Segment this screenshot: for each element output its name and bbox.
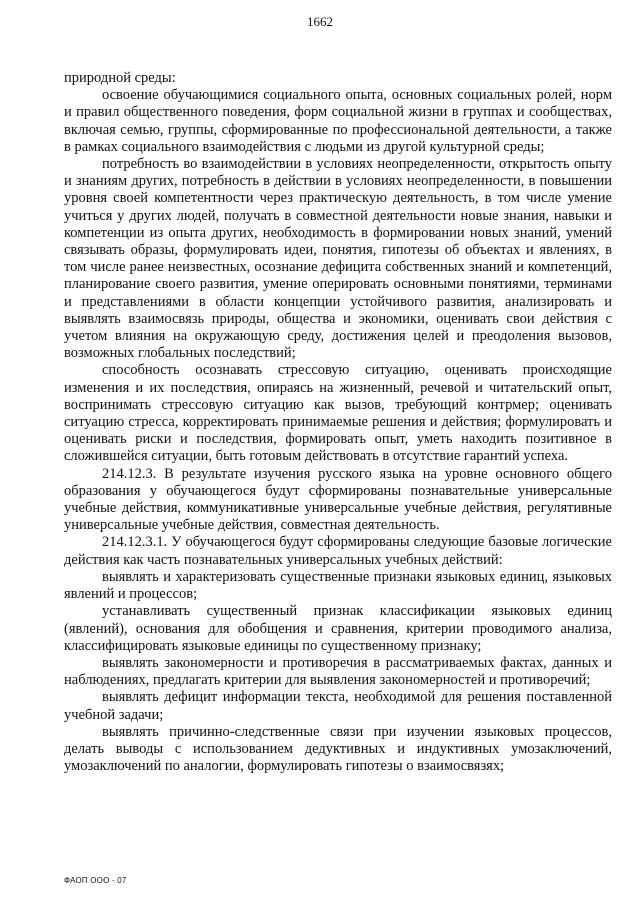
- paragraph: выявлять закономерности и противоречия в рассматриваемых фактах, данных и наблюдениях, предлагать критерии для выявления закономерностей и противоречий;: [64, 654, 612, 689]
- paragraph: выявлять и характеризовать существенные признаки языковых единиц, языковых явлений и процессов;: [64, 568, 612, 603]
- paragraph: выявлять причинно-следственные связи при изучении языковых процессов, делать выводы с использованием дедуктивных и индуктивных умозаключений, умозаключений по аналогии, формулировать гипотезы о взаимосвязях;: [64, 723, 612, 775]
- body-text: [64, 70, 612, 775]
- paragraph: 214.12.3. В результате изучения русского языка на уровне основного общего образования у обучающегося будут сформированы познавательные универсальные учебные действия, коммуникативные универсальные учебные действия, регулятивные универсальные учебные действия, совместная деятельность.: [64, 465, 612, 534]
- paragraph: потребность во взаимодействии в условиях неопределенности, открытость опыту и знаниям других, потребность в действии в условиях неопределенности, в повышении уровня своей компетентности через практическую деятельность, в том числе умение учиться у других людей, получать в совместной деятельности новые знания, навыки и компетенции из опыта других, необходимость в формировании новых знаний, умений связывать образы, формулировать идеи, понятия, гипотезы об объектах и явлениях, в том числе ранее неизвестных, осознание дефицита собственных знаний и компетенций, планирование своего развития, умение оперировать основными понятиями, терминами и представлениями в области концепции устойчивого развития, анализировать и выявлять взаимосвязь природы, общества и экономики, оценивать свои действия с учетом влияния на окружающую среду, достижения целей и преодоления вызовов, возможных глобальных последствий;: [64, 156, 612, 362]
- paragraph: способность осознавать стрессовую ситуацию, оценивать происходящие изменения и их последствия, опираясь на жизненный, речевой и читательский опыт, воспринимать стрессовую ситуацию как вызов, требующий контрмер; оценивать ситуацию стресса, корректировать принимаемые решения и действия; формулировать и оценивать риски и последствия, формировать опыт, уметь находить позитивное в сложившейся ситуации, быть готовым действовать в отсутствие гарантий успеха.: [64, 362, 612, 465]
- paragraph: выявлять дефицит информации текста, необходимой для решения поставленной учебной задачи;: [64, 689, 612, 723]
- page-number: 1662: [307, 14, 333, 29]
- paragraph: 214.12.3.1. У обучающегося будут сформированы следующие базовые логические действия как часть познавательных универсальных учебных действий:: [64, 534, 612, 568]
- document-code: ФАОП ООО - 07: [64, 876, 127, 885]
- paragraph: освоение обучающимися социального опыта, основных социальных ролей, норм и правил общественного поведения, форм социальной жизни в группах и сообществах, включая семью, группы, сформированные по профессиональной деятельности, а также в рамках социального взаимодействия с людьми из другой культурной среды;: [64, 87, 612, 155]
- paragraph: природной среды:: [64, 70, 176, 86]
- paragraph: устанавливать существенный признак классификации языковых единиц (явлений), основания для обобщения и сравнения, критерии проводимого анализа, классифицировать языковые единицы по существенному признаку;: [64, 603, 612, 654]
